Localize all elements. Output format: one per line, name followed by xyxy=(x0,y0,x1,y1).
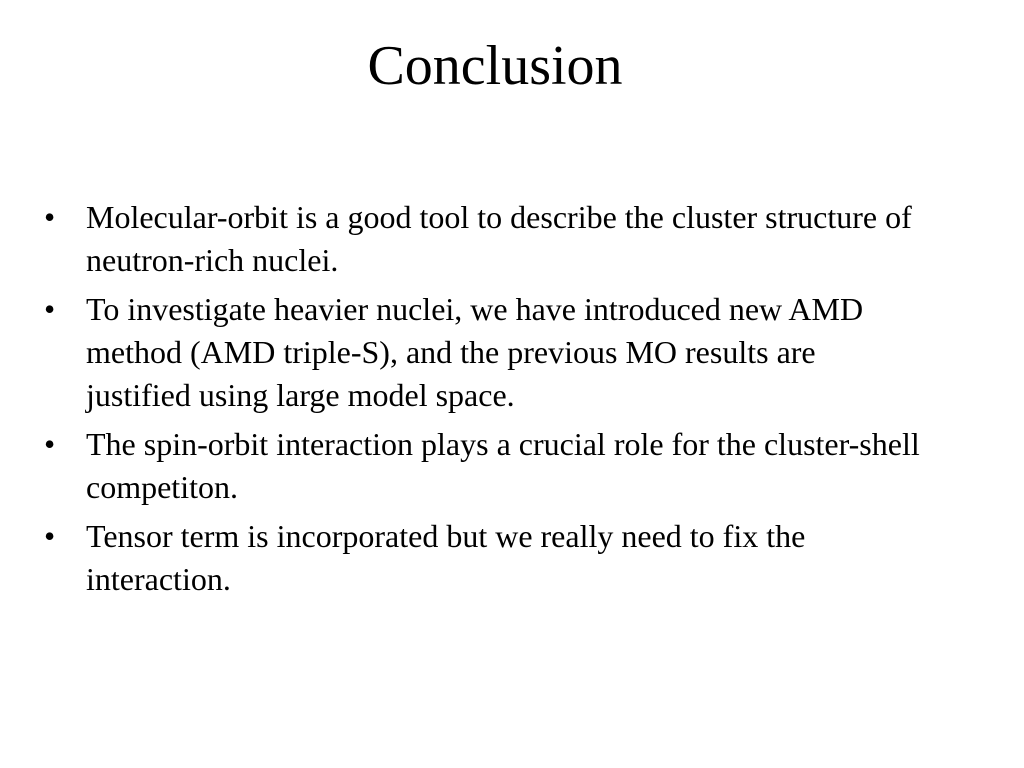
bullet-marker: • xyxy=(44,426,56,462)
bullet-list xyxy=(44,196,924,607)
bullet-marker: • xyxy=(44,199,56,235)
bullet-item-1 xyxy=(44,196,924,282)
bullet-item-2 xyxy=(44,288,924,417)
bullet-text: Molecular-orbit is a good tool to describe the cluster structure of neutron-rich nuclei. xyxy=(86,199,912,278)
bullet-item-4 xyxy=(44,515,924,601)
slide-title: Conclusion xyxy=(367,35,623,97)
bullet-text: Tensor term is incorporated but we really need to fix the interaction. xyxy=(86,518,806,597)
bullet-marker: • xyxy=(44,518,56,554)
bullet-text: To investigate heavier nuclei, we have introduced new AMD method (AMD triple-S), and the previous MO results are justified using large model space. xyxy=(86,291,864,413)
bullet-item-3 xyxy=(44,423,924,509)
bullet-marker: • xyxy=(44,291,56,327)
bullet-text: The spin-orbit interaction plays a crucial role for the cluster-shell competiton. xyxy=(86,426,920,505)
